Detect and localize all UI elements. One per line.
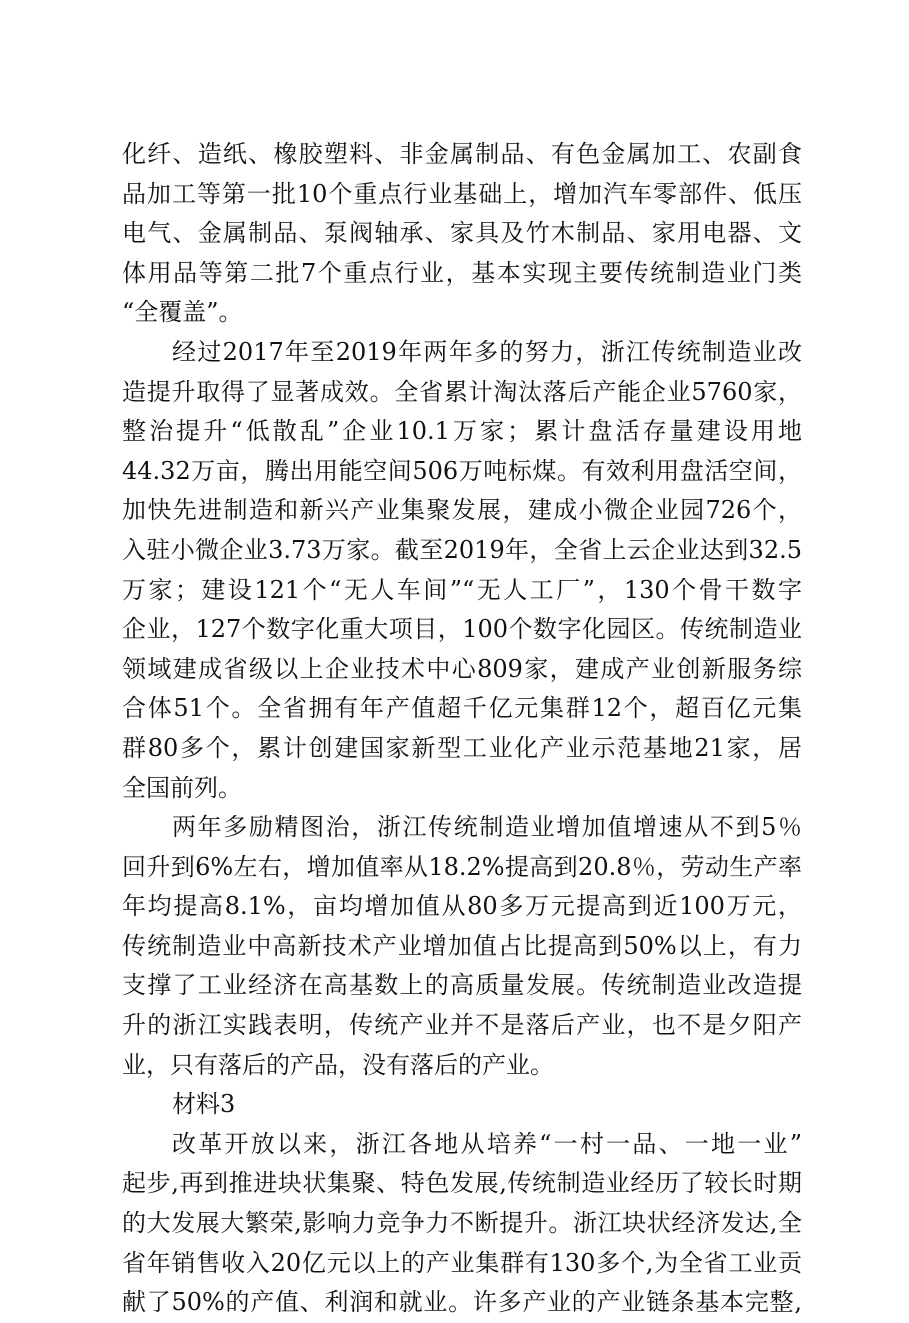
text-line: 44.32万亩，腾出用能空间506万吨标煤。有效利用盘活空间， [122,456,802,485]
text-line: 合体51个。全省拥有年产值超千亿元集群12个，超百亿元集 [122,694,802,723]
text-line: 回升到6%左右，增加值率从18.2%提高到20.8％，劳动生产率 [122,852,802,881]
text-line: 品加工等第一批10个重点行业基础上，增加汽车零部件、低压 [122,179,802,208]
text-line: 企业，127个数字化重大项目，100个数字化园区。传统制造业 [122,615,802,644]
text-line: 领域建成省级以上企业技术中心809家，建成产业创新服务综 [122,654,802,683]
body-text [122,135,802,1323]
section-heading: 材料3 [172,1090,236,1119]
text-line: 省年销售收入20亿元以上的产业集群有130多个,为全省工业贡 [122,1248,802,1277]
text-line: 献了50%的产值、利润和就业。许多产业的产业链条基本完整, [122,1288,802,1317]
text-line: 起步,再到推进块状集聚、特色发展,传统制造业经历了较长时期 [122,1169,802,1198]
text-line: 支撑了工业经济在高基数上的高质量发展。传统制造业改造提 [122,971,802,1000]
paragraph-start-line: 改革开放以来，浙江各地从培养“一村一品、一地一业” [172,1129,802,1158]
text-line: 升的浙江实践表明，传统产业并不是落后产业，也不是夕阳产 [122,1011,802,1040]
text-line: 体用品等第二批7个重点行业，基本实现主要传统制造业门类 [122,258,802,287]
text-line: “全覆盖”。 [122,298,243,327]
text-line: 整治提升“低散乱”企业10.1万家；累计盘活存量建设用地 [122,417,802,446]
text-line: 群80多个，累计创建国家新型工业化产业示范基地21家，居 [122,733,802,762]
text-line: 造提升取得了显著成效。全省累计淘汰落后产能企业5760家， [122,377,802,406]
text-line: 传统制造业中高新技术产业增加值占比提高到50%以上，有力 [122,931,802,960]
text-line: 加快先进制造和新兴产业集聚发展，建成小微企业园726个， [122,496,802,525]
text-line: 全国前列。 [122,773,242,802]
text-line: 化纤、造纸、橡胶塑料、非金属制品、有色金属加工、农副食 [122,140,802,168]
text-line: 的大发展大繁荣,影响力竞争力不断提升。浙江块状经济发达,全 [122,1209,802,1238]
text-line: 电气、金属制品、泵阀轴承、家具及竹木制品、家用电器、文 [122,219,802,248]
text-line: 业，只有落后的产品，没有落后的产业。 [122,1050,554,1079]
text-line: 入驻小微企业3.73万家。截至2019年，全省上云企业达到32.5 [122,535,802,564]
text-line: 年均提高8.1%，亩均增加值从80多万元提高到近100万元， [122,892,802,921]
paragraph-start-line: 经过2017年至2019年两年多的努力，浙江传统制造业改 [172,337,802,366]
text-line: 万家；建设121个“无人车间”“无人工厂”，130个骨干数字 [122,575,802,604]
paragraph-start-line: 两年多励精图治，浙江传统制造业增加值增速从不到5％ [172,813,802,842]
